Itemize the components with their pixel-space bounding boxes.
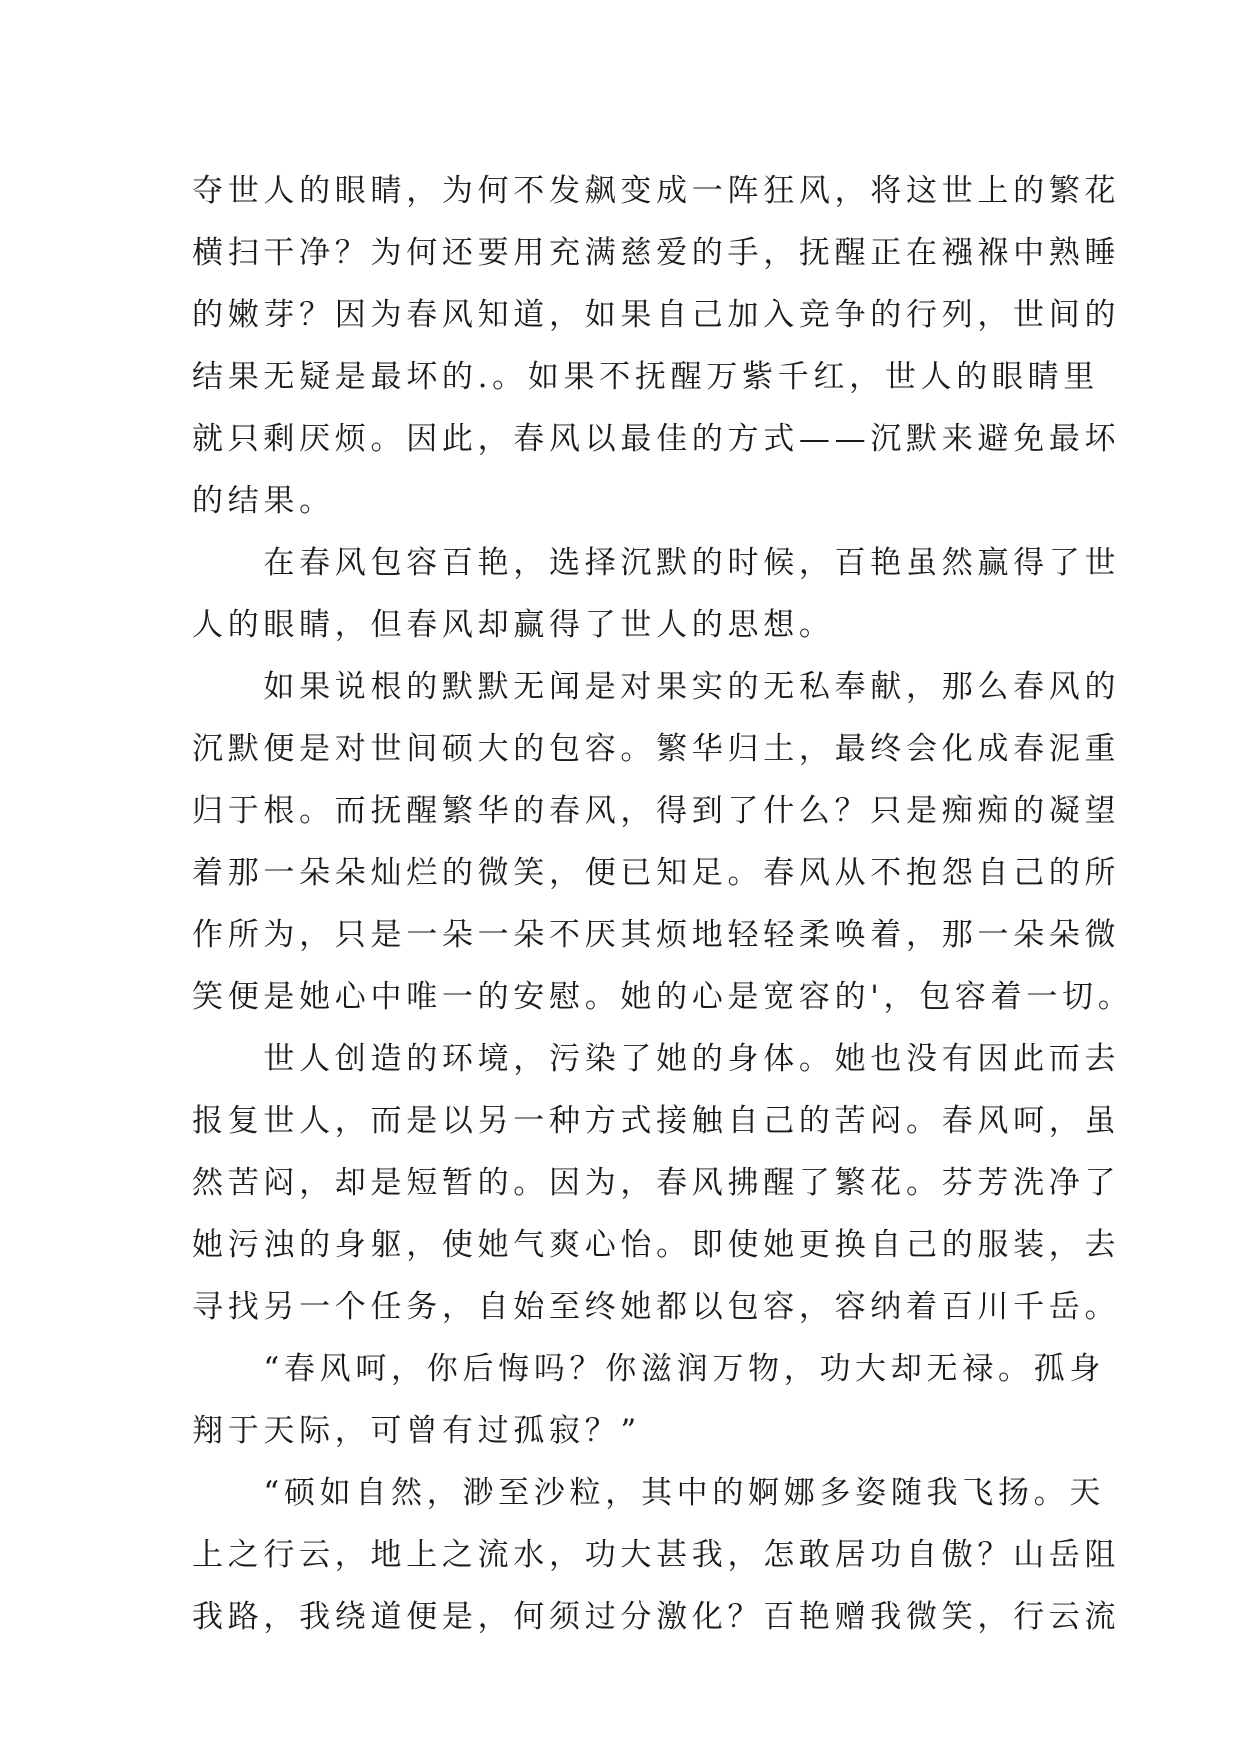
- text-line: 的嫩芽？因为春风知道，如果自己加入竞争的行列，世间的: [192, 297, 1121, 333]
- document-body: [192, 160, 1133, 1648]
- text-line: 上之行云，地上之流水，功大甚我，怎敢居功自傲？山岳阻: [192, 1537, 1121, 1573]
- text-line: 就只剩厌烦。因此，春风以最佳的方式——沉默来避免最坏: [192, 421, 1121, 457]
- text-line: 如果说根的默默无闻是对果实的无私奉献，那么春风的: [192, 669, 1121, 705]
- text-line: 翔于天际，可曾有过孤寂？”: [192, 1413, 641, 1449]
- text-line: 横扫干净？为何还要用充满慈爱的手，抚醒正在襁褓中熟睡: [192, 235, 1121, 271]
- text-line: 夺世人的眼睛，为何不发飙变成一阵狂风，将这世上的繁花: [192, 173, 1121, 209]
- text-line: 归于根。而抚醒繁华的春风，得到了什么？只是痴痴的凝望: [192, 793, 1121, 829]
- text-line: “硕如自然，渺至沙粒，其中的婀娜多姿随我飞扬。天: [192, 1475, 1106, 1511]
- text-line: 结果无疑是最坏的.。如果不抚醒万紫千红，世人的眼睛里: [192, 359, 1100, 395]
- text-line: 的结果。: [192, 483, 335, 519]
- text-line: 着那一朵朵灿烂的微笑，便已知足。春风从不抱怨自己的所: [192, 855, 1121, 891]
- text-line: 然苦闷，却是短暂的。因为，春风拂醒了繁花。芬芳洗净了: [192, 1165, 1121, 1201]
- text-line: 世人创造的环境，污染了她的身体。她也没有因此而去: [192, 1041, 1121, 1077]
- text-line: 报复世人，而是以另一种方式接触自己的苦闷。春风呵，虽: [192, 1103, 1121, 1139]
- text-line: 我路，我绕道便是，何须过分激化？百艳赠我微笑，行云流: [192, 1599, 1121, 1635]
- text-line: 沉默便是对世间硕大的包容。繁华归土，最终会化成春泥重: [192, 731, 1121, 767]
- text-line: 作所为，只是一朵一朵不厌其烦地轻轻柔唤着，那一朵朵微: [192, 917, 1121, 953]
- text-line: 寻找另一个任务，自始至终她都以包容，容纳着百川千岳。: [192, 1289, 1121, 1325]
- text-line: “春风呵，你后悔吗？你滋润万物，功大却无禄。孤身: [192, 1351, 1106, 1387]
- text-line: 人的眼睛，但春风却赢得了世人的思想。: [192, 607, 835, 643]
- text-line: 笑便是她心中唯一的安慰。她的心是宽容的'，包容着一切。: [192, 979, 1134, 1015]
- text-line: 她污浊的身躯，使她气爽心怡。即使她更换自己的服装，去: [192, 1227, 1121, 1263]
- text-line: 在春风包容百艳，选择沉默的时候，百艳虽然赢得了世: [192, 545, 1121, 581]
